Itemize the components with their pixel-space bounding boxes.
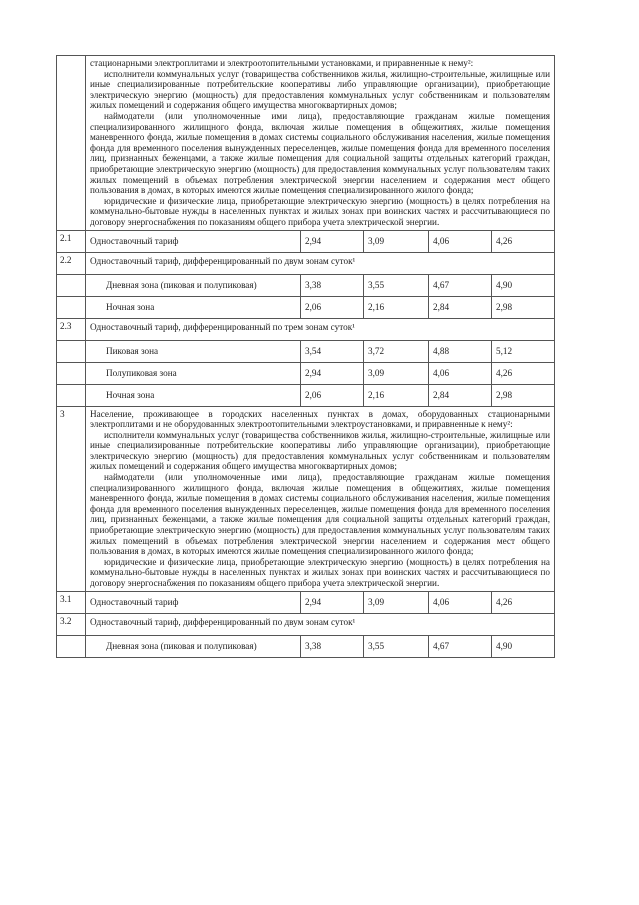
tariff-value: 3,09 xyxy=(364,591,429,613)
section-3-description xyxy=(86,406,555,591)
row-number xyxy=(57,274,86,296)
section-2-description-row xyxy=(57,56,555,231)
tariff-value: 2,94 xyxy=(301,362,364,384)
tariff-label: Пиковая зона xyxy=(86,340,301,362)
tariff-value: 3,55 xyxy=(364,635,429,657)
tariff-value: 3,38 xyxy=(301,635,364,657)
tariff-document xyxy=(56,55,554,658)
tariff-label: Одноставочный тариф xyxy=(86,230,301,252)
tariff-group-row xyxy=(57,318,555,340)
tariff-value: 4,26 xyxy=(492,591,555,613)
tariff-value: 4,06 xyxy=(429,362,492,384)
tariff-row xyxy=(57,340,555,362)
tariff-row xyxy=(57,635,555,657)
tariff-value: 2,94 xyxy=(301,591,364,613)
paragraph: Население, проживающее в городских населенных пунктах в домах, оборудованных стационарными электроплитами и не оборудованных электроотопительными электроустановками, и приравненные к нему²: xyxy=(90,408,550,430)
tariff-value: 4,06 xyxy=(429,591,492,613)
row-number: 3.1 xyxy=(57,591,86,613)
tariff-value: 3,38 xyxy=(301,274,364,296)
tariff-value: 2,06 xyxy=(301,384,364,406)
section-2-description xyxy=(86,56,555,231)
tariff-value: 3,72 xyxy=(364,340,429,362)
tariff-value: 3,55 xyxy=(364,274,429,296)
tariff-label: Ночная зона xyxy=(86,384,301,406)
tariff-value: 2,06 xyxy=(301,296,364,318)
tariff-value: 4,67 xyxy=(429,635,492,657)
tariff-label: Одноставочный тариф xyxy=(86,591,301,613)
tariff-row xyxy=(57,384,555,406)
paragraph: юридические и физические лица, приобретающие электрическую энергию (мощность) в целях потребления на коммунально-бытовые нужды в населенных пунктах и жилых зонах при воинских частях и рассчитывающиеся по договору энергоснабжения по показаниям общего прибора учета электрической энергии. xyxy=(90,556,550,588)
tariff-value: 2,84 xyxy=(429,384,492,406)
tariff-value: 4,67 xyxy=(429,274,492,296)
tariff-value: 2,98 xyxy=(492,296,555,318)
section-3-description-row xyxy=(57,406,555,591)
tariff-label: Полупиковая зона xyxy=(86,362,301,384)
tariff-table xyxy=(56,55,555,658)
tariff-row xyxy=(57,230,555,252)
tariff-value: 3,09 xyxy=(364,230,429,252)
tariff-group-title: Одноставочный тариф, дифференцированный по трем зонам суток¹ xyxy=(86,318,555,340)
row-number xyxy=(57,56,86,231)
tariff-row xyxy=(57,591,555,613)
paragraph: исполнители коммунальных услуг (товарищества собственников жилья, жилищно-строительные, жилищные или иные специализированные потребительские кооперативы либо управляющие организации), приобретающие электрическую энергию (мощность) для предоставления коммунальных услуг собственникам и пользователям жилых помещений и содержания общего имущества многоквартирных домов; xyxy=(90,68,550,111)
tariff-value: 2,16 xyxy=(364,384,429,406)
row-number xyxy=(57,635,86,657)
tariff-value: 2,16 xyxy=(364,296,429,318)
tariff-label: Ночная зона xyxy=(86,296,301,318)
paragraph: наймодатели (или уполномоченные ими лица), предоставляющие гражданам жилые помещения специализированного жилищного фонда, включая жилые помещения в общежитиях, жилые помещения маневренного фонда, жилые помещения в домах системы социального обслуживания населения, жилые помещения фонда для временного поселения вынужденных переселенцев, жилые помещения фонда для временного поселения лиц, признанных беженцами, а также жилые помещения для социальной защиты отдельных категорий граждан, приобретающие электрическую энергию (мощность) для предоставления коммунальных услуг пользователям таких жилых помещений в объемах потребления электрической энергии населением и содержания мест общего пользования в домах, в которых имеются жилые помещения специализированного жилого фонда; xyxy=(90,110,550,196)
tariff-row xyxy=(57,274,555,296)
tariff-row xyxy=(57,296,555,318)
paragraph: стационарными электроплитами и электроотопительными установками, и приравненные к нему²: xyxy=(90,58,474,68)
tariff-value: 4,90 xyxy=(492,274,555,296)
paragraph: исполнители коммунальных услуг (товарищества собственников жилья, жилищно-строительные, жилищные или иные специализированные потребительские кооперативы либо управляющие организации), приобретающие электрическую энергию (мощность) для предоставления коммунальных услуг собственникам и пользователям жилых помещений и содержания общего имущества многоквартирных домов; xyxy=(90,429,550,472)
tariff-value: 2,84 xyxy=(429,296,492,318)
tariff-group-row xyxy=(57,252,555,274)
tariff-group-row xyxy=(57,613,555,635)
tariff-value: 4,26 xyxy=(492,362,555,384)
row-number: 3 xyxy=(57,406,86,591)
row-number: 2.1 xyxy=(57,230,86,252)
tariff-value: 2,98 xyxy=(492,384,555,406)
row-number xyxy=(57,296,86,318)
tariff-value: 4,06 xyxy=(429,230,492,252)
paragraph: наймодатели (или уполномоченные ими лица), предоставляющие гражданам жилые помещения специализированного жилищного фонда, включая жилые помещения в общежитиях, жилые помещения маневренного фонда, жилые помещения в домах системы социального обслуживания населения, жилые помещения фонда для временного поселения вынужденных переселенцев, жилые помещения фонда для временного поселения лиц, признанных беженцами, а также жилые помещения для социальной защиты отдельных категорий граждан, приобретающие электрическую энергию (мощность) для предоставления коммунальных услуг пользователям таких жилых помещений в объемах потребления электрической энергии населением и содержания мест общего пользования в домах, в которых имеются жилые помещения специализированного жилого фонда; xyxy=(90,472,550,557)
tariff-group-title: Одноставочный тариф, дифференцированный по двум зонам суток¹ xyxy=(86,613,555,635)
tariff-value: 4,90 xyxy=(492,635,555,657)
row-number xyxy=(57,362,86,384)
tariff-label: Дневная зона (пиковая и полупиковая) xyxy=(86,635,301,657)
tariff-value: 4,88 xyxy=(429,340,492,362)
row-number xyxy=(57,384,86,406)
row-number: 2.2 xyxy=(57,252,86,274)
tariff-row xyxy=(57,362,555,384)
tariff-value: 4,26 xyxy=(492,230,555,252)
row-number: 2.3 xyxy=(57,318,86,340)
tariff-label: Дневная зона (пиковая и полупиковая) xyxy=(86,274,301,296)
tariff-value: 2,94 xyxy=(301,230,364,252)
tariff-value: 3,09 xyxy=(364,362,429,384)
tariff-value: 5,12 xyxy=(492,340,555,362)
tariff-value: 3,54 xyxy=(301,340,364,362)
tariff-group-title: Одноставочный тариф, дифференцированный по двум зонам суток¹ xyxy=(86,252,555,274)
paragraph: юридические и физические лица, приобретающие электрическую энергию (мощность) в целях потребления на коммунально-бытовые нужды в населенных пунктах и жилых зонах при воинских частях и рассчитывающиеся по договору энергоснабжения по показаниям общего прибора учета электрической энергии. xyxy=(90,195,550,227)
row-number xyxy=(57,340,86,362)
row-number: 3.2 xyxy=(57,613,86,635)
